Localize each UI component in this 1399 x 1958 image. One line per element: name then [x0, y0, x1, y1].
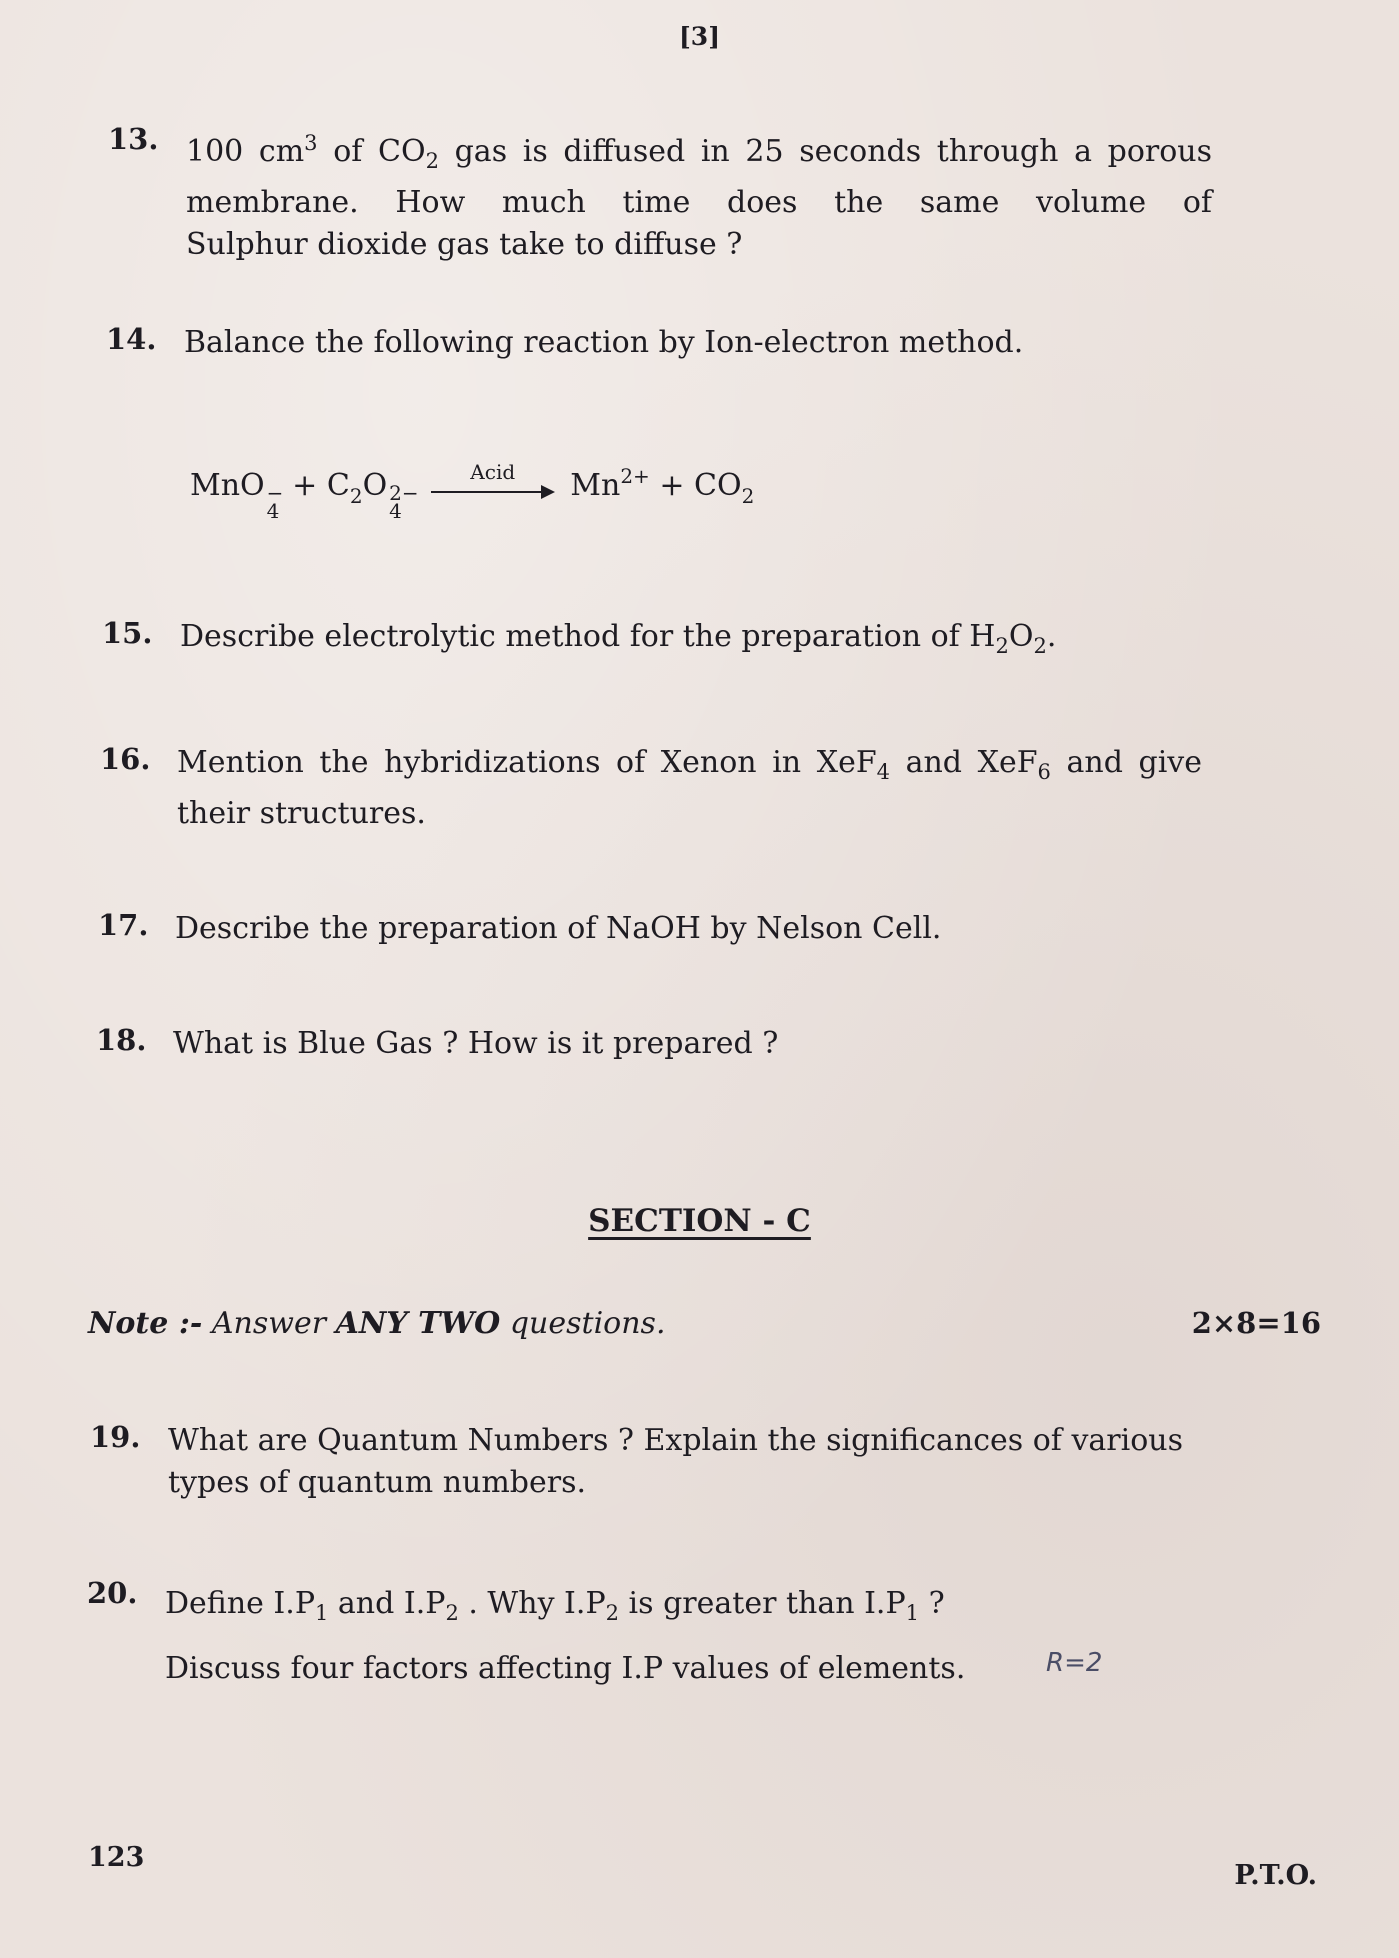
question-20 [165, 1576, 1225, 1697]
pto-label: P.T.O. [1234, 1860, 1317, 1891]
question-number: 16. [100, 742, 151, 776]
question-19 [168, 1420, 1228, 1504]
handwritten-note: R=2 [1046, 1648, 1103, 1678]
reaction-arrow [431, 460, 555, 502]
question-number: 20. [87, 1576, 138, 1610]
section-title: SECTION - C [588, 1203, 811, 1239]
question-20-line-1: Define $I.P_1$ and $I.P_2$ . Why $I.P_2$ is greater than $I.P_1$ ? [165, 1586, 945, 1625]
question-14: Balance the following reaction by Ion-electron method. [184, 325, 1024, 360]
question-16-line-2: their structures. [177, 796, 426, 831]
reaction-equation: MnO − 4 + $C_2O$ 2− 4 Acid $Mn^{2+} + CO_2$ [190, 460, 755, 523]
question-number: 18. [96, 1023, 147, 1057]
question-number: 17. [98, 908, 149, 942]
paper-code: 123 [88, 1842, 145, 1873]
question-19-line-2: types of quantum numbers. [168, 1465, 587, 1500]
question-15: Describe electrolytic method for the preparation of $H_2O_2$. [180, 619, 1057, 658]
arrow-line [431, 491, 543, 493]
question-13 [186, 122, 1212, 266]
question-13-line-2: membrane. How much time does the same volume of [186, 185, 1212, 220]
arrow-head-icon [541, 485, 555, 499]
question-16 [177, 742, 1202, 835]
question-16-line-1: Mention the hybridizations of Xenon in XeF$_4$ and XeF$_6$ and give [177, 745, 1202, 784]
question-20-line-2: Discuss four factors affecting I.P values of elements. [165, 1651, 966, 1686]
question-number: 15. [102, 616, 153, 650]
question-13-line-1: 100 $cm^3$ of $CO_2$ gas is diffused in 25 seconds through a porous [186, 131, 1213, 173]
question-19-line-1: What are Quantum Numbers ? Explain the significances of various [168, 1423, 1183, 1458]
arrow-condition: Acid [470, 460, 516, 484]
question-number: 19. [90, 1420, 141, 1454]
question-number: 13. [108, 122, 159, 156]
question-number: 14. [106, 322, 157, 356]
question-18: What is Blue Gas ? How is it prepared ? [173, 1026, 779, 1061]
question-13-line-3: Sulphur dioxide gas take to diffuse ? [186, 227, 743, 262]
section-note: Note :- Answer ANY TWO questions. [88, 1306, 666, 1341]
question-17: Describe the preparation of NaOH by Nelson Cell. [175, 911, 942, 946]
section-marks: 2×8=16 [1191, 1306, 1321, 1340]
page-number: [3] [678, 22, 721, 51]
